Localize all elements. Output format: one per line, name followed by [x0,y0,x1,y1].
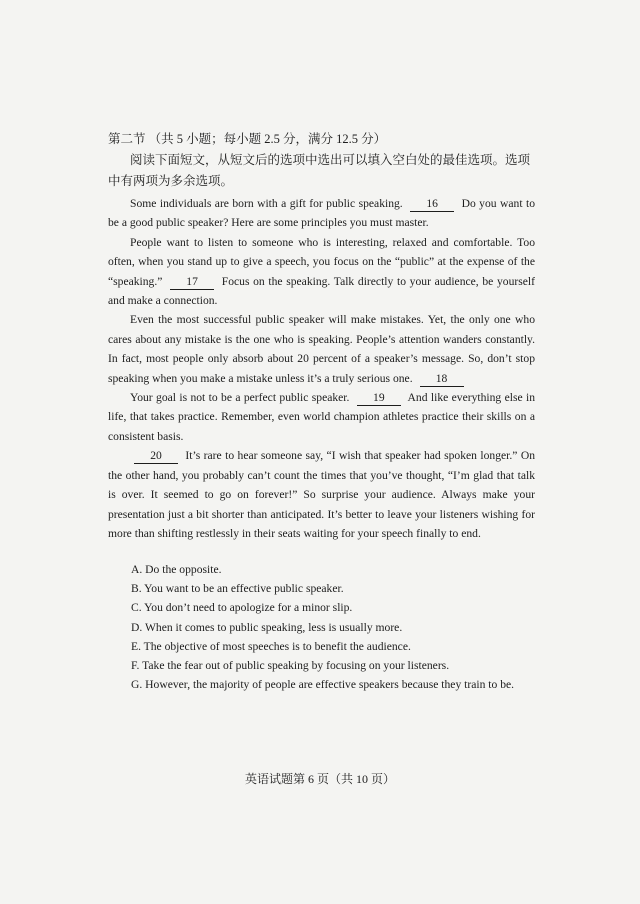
blank-20: 20 [134,449,178,464]
option-f: F. Take the fear out of public speaking by focusing on your listeners. [131,659,450,673]
paragraph-4 [108,388,535,446]
paragraph-2-text-b: Focus on the speaking. Talk directly to your audience, be yourself and make a connection. [108,274,535,308]
option-c: C. You don’t need to apologize for a minor slip. [131,601,353,615]
paragraph-5 [108,446,535,543]
paragraph-3 [108,310,535,388]
option-b: B. You want to be an effective public speaker. [131,582,344,596]
instructions: 阅读下面短文，从短文后的选项中选出可以填入空白处的最佳选项。选项中有两项为多余选项。 [108,153,531,188]
page-footer: 英语试题第 6 页（共 10 页） [244,772,395,786]
option-e: E. The objective of most speeches is to benefit the audience. [131,639,411,653]
paragraph-5-text-b: It’s rare to hear someone say, “I wish that speaker had spoken longer.” On the other hand, you probably can’t count the times that you’ve thought, “I’m glad that talk is over. It seemed to go on forever!” So surprise your audience. Always make your presentation just a bit shorter than anticipated. It’s better to leave your listeners wishing for more than shifting restlessly in their seats waiting for your speech finally to end. [108,449,535,540]
paragraph-4-text-b: And like everything else in life, that takes practice. Remember, even world champion athletes practice their skills on a consistent basis. [108,391,535,443]
blank-19: 19 [357,391,401,406]
blank-18: 18 [420,372,464,387]
option-g: G. However, the majority of people are effective speakers because they train to be. [131,678,515,692]
paragraph-2-text-a: People want to listen to someone who is interesting, relaxed and comfortable. Too often, when you stand up to give a speech, you focus on the “public” at the expense of the “speaking.” [108,235,535,288]
option-a: A. Do the opposite. [131,563,222,576]
option-d: D. When it comes to public speaking, less is usually more. [131,620,403,634]
paragraph-1 [108,194,535,233]
section-title: 第二节 （共 5 小题；每小题 2.5 分，满分 12.5 分） [108,132,387,146]
options-list [131,560,514,694]
paragraph-1-text-b: Do you want to be a good public speaker? Here are some principles you must master. [108,197,535,230]
paragraph-2 [108,233,535,311]
paragraph-4-text-a: Your goal is not to be a perfect public speaker. [130,391,350,405]
paragraph-1-text-a: Some individuals are born with a gift for public speaking. [130,197,403,210]
blank-16: 16 [410,197,454,212]
blank-17: 17 [170,275,214,290]
passage [108,194,535,543]
paragraph-3-text-a: Even the most successful public speaker will make mistakes. Yet, the only one who cares about any mistake is the one who is speaking. People’s attention wanders constantly. In fact, most people only absorb about 20 percent of a speaker’s message. So, don’t stop speaking when you make a mistake unless it’s a truly serious one. [108,313,535,385]
